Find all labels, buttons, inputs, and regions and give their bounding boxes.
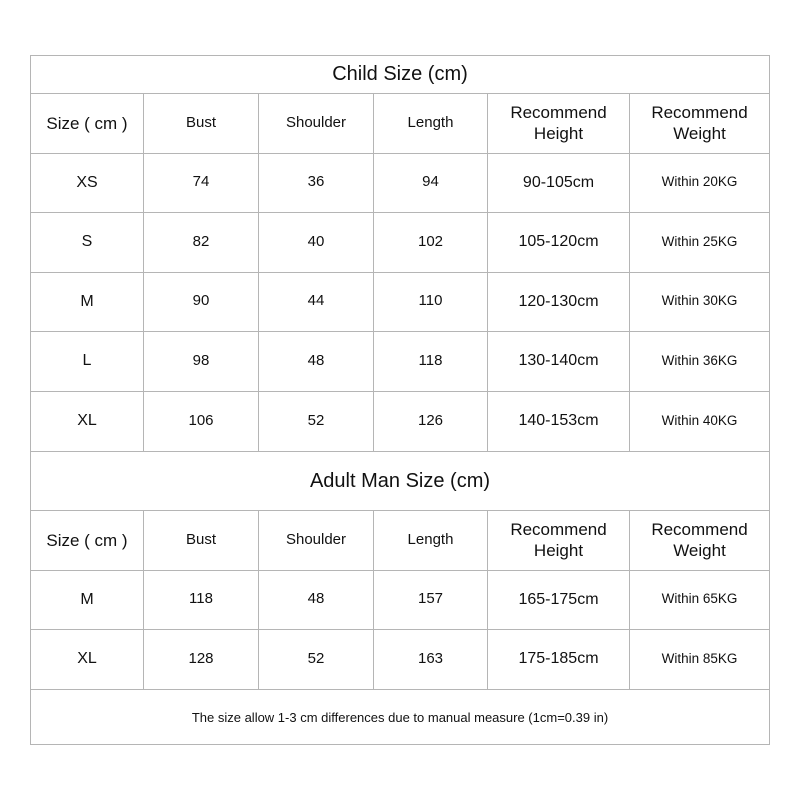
table-cell: 118 — [374, 332, 488, 391]
table-cell: 82 — [144, 213, 259, 272]
table-cell: 118 — [144, 571, 259, 630]
table-cell: M — [31, 273, 144, 332]
table-cell: 165-175cm — [488, 571, 630, 630]
table-cell: 94 — [374, 154, 488, 213]
table-cell: L — [31, 332, 144, 391]
header-cell: Recommend Height — [488, 94, 630, 153]
header-cell: Length — [374, 94, 488, 153]
table-cell: 52 — [259, 630, 374, 689]
table-cell: XS — [31, 154, 144, 213]
table-row — [31, 154, 769, 214]
table-cell: 126 — [374, 392, 488, 452]
header-cell: Bust — [144, 94, 259, 153]
size-note: The size allow 1-3 cm differences due to manual measure (1cm=0.39 in) — [191, 709, 609, 725]
header-cell: Shoulder — [259, 94, 374, 153]
header-cell: Length — [374, 511, 488, 570]
table-cell: 130-140cm — [488, 332, 630, 391]
table-cell: Within 30KG — [661, 293, 738, 309]
table-cell: 90-105cm — [488, 154, 630, 213]
child-size-table — [31, 94, 769, 451]
header-cell: Size ( cm ) — [31, 94, 144, 153]
header-cell: Shoulder — [259, 511, 374, 570]
table-cell: 106 — [144, 392, 259, 452]
table-cell: 175-185cm — [488, 630, 630, 689]
header-cell: Bust — [144, 511, 259, 570]
table-cell: 40 — [259, 213, 374, 272]
table-cell: 98 — [144, 332, 259, 391]
table-row — [31, 392, 769, 452]
table-row — [31, 213, 769, 273]
table-cell: 157 — [374, 571, 488, 630]
header-cell: Size ( cm ) — [31, 511, 144, 570]
table-cell: Within 36KG — [661, 352, 738, 368]
table-cell: XL — [31, 392, 144, 452]
size-chart — [30, 55, 770, 745]
table-cell: 105-120cm — [488, 213, 630, 272]
header-cell: Recommend Height — [488, 511, 630, 570]
table-cell: 102 — [374, 213, 488, 272]
child-size-title: Child Size (cm) — [31, 56, 769, 94]
table-cell: 90 — [144, 273, 259, 332]
table-row — [31, 630, 769, 690]
table-cell: 110 — [374, 273, 488, 332]
table-cell: Within 65KG — [661, 591, 738, 607]
table-cell: 120-130cm — [488, 273, 630, 332]
table-cell: Within 25KG — [661, 233, 738, 249]
table-cell: 128 — [144, 630, 259, 689]
table-cell: Within 40KG — [661, 412, 738, 428]
table-row — [31, 571, 769, 631]
table-cell: 74 — [144, 154, 259, 213]
table-cell: Within 85KG — [661, 650, 738, 666]
table-cell: Within 20KG — [661, 174, 738, 190]
table-row — [31, 273, 769, 333]
table-cell: M — [31, 571, 144, 630]
adult-size-table — [31, 511, 769, 690]
adult-size-title: Adult Man Size (cm) — [31, 451, 769, 511]
table-cell: 140-153cm — [488, 392, 630, 452]
table-row — [31, 332, 769, 392]
table-cell: XL — [31, 630, 144, 689]
table-cell: 52 — [259, 392, 374, 452]
table-cell: S — [31, 213, 144, 272]
table-cell: 44 — [259, 273, 374, 332]
table-cell: 163 — [374, 630, 488, 689]
header-row — [31, 511, 769, 571]
header-row — [31, 94, 769, 154]
header-cell: Recommend Weight — [651, 520, 748, 561]
table-cell: 48 — [259, 571, 374, 630]
table-cell: 48 — [259, 332, 374, 391]
header-cell: Recommend Weight — [651, 103, 748, 144]
table-cell: 36 — [259, 154, 374, 213]
